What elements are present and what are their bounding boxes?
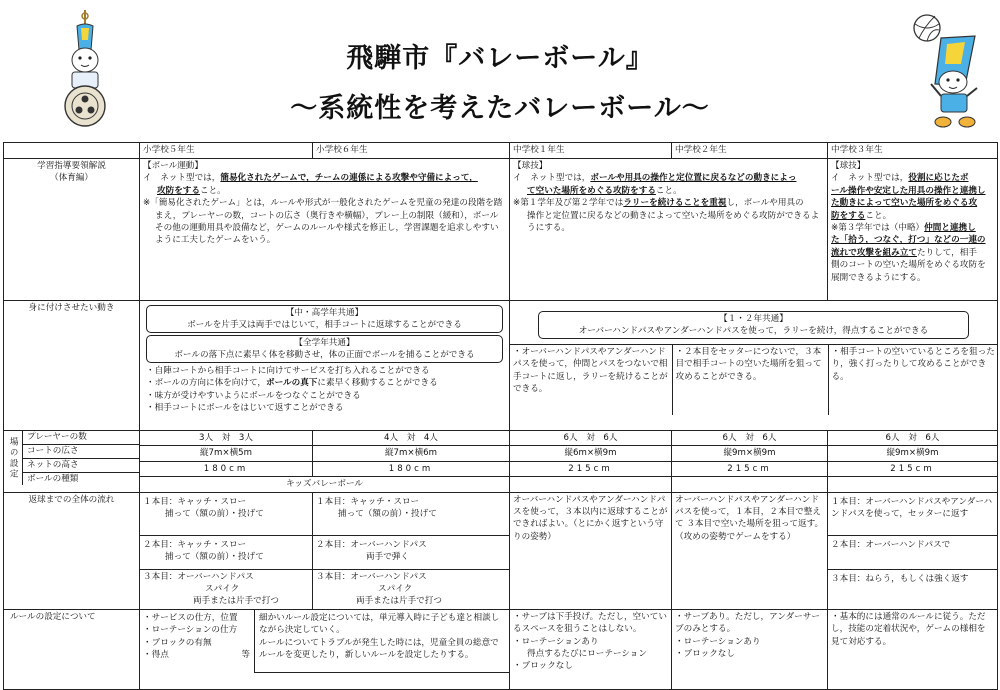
moves-jh3: ・相手コートの空いているところを狙ったり，強く打ったりして攻めることができる。 bbox=[828, 345, 998, 416]
venue-label: 場の設定 bbox=[8, 436, 19, 480]
ball-type: キッズバレーボール bbox=[140, 477, 510, 492]
grade-header: 小学校６年生 bbox=[313, 143, 510, 159]
row-header-moves: 身に付けさせたい動き bbox=[4, 301, 140, 431]
table-row bbox=[4, 609, 998, 689]
rules-j3: ・基本的には通常のルールに従う。ただし，技能の定着状況や，ゲームの様相を見て対応する。 bbox=[828, 609, 998, 689]
guideline-jh12: 【球技】 イ ネット型では，ボールや用具の操作と定位置に戻るなどの動きによっ て空いた場所をめぐる攻防をすること。 ※第１学年及び第２学年ではラリーを続けることを重視し，ボールや用具の 操作と定位置に戻るなどの動きによって空いた場所をめぐる攻防ができるようにする。 bbox=[510, 159, 828, 301]
flow-j1: オーバーハンドパスやアンダーハンドパスを使って，３本以内に返球することができればよい。（とにかく返すという守りの姿勢） bbox=[510, 492, 672, 609]
net-5: 180cm bbox=[140, 461, 313, 476]
players-5: 3人 対 3人 bbox=[140, 431, 313, 446]
table-row bbox=[4, 446, 998, 461]
common-box-all: 【全学年共通】 ボールの落下点に素早く体を移動させ，体の正面でボールを捕ることができる bbox=[146, 335, 503, 363]
venue-header: 場の設定 プレーヤーの数 コートの広さ ネットの高さ ボールの種類 bbox=[4, 431, 140, 493]
corner-cell bbox=[4, 143, 140, 159]
table-row bbox=[4, 492, 998, 609]
table-row bbox=[4, 301, 998, 431]
flow-5: １本目：キャッチ・スロー 捕って（額の前）・投げて ２本目：キャッチ・スロー 捕って（額の前）・投げて ３本目：オーバーハンドパス スパイク 両手または片手で打つ bbox=[140, 492, 313, 609]
players-j3: 6人 対 6人 bbox=[828, 431, 998, 446]
page-title: 飛騨市『バレーボール』 bbox=[346, 43, 654, 74]
row-header-guideline: 学習指導要領解説 （体育編） bbox=[4, 159, 140, 301]
rules-j1: ・サーブは下手投げ。ただし，空いているスペースを狙うことはしない。 ・ローテーションあり 得点するたびにローテーション ・ブロックなし bbox=[510, 609, 672, 689]
guideline-elementary: 【ボール運動】 イ ネット型では，簡易化されたゲームで，チームの連係による攻撃や守備によって， 攻防をすること。 ※「簡易化されたゲーム」とは，ルールや形式が一般化されたゲームを児童の発達の段階を踏まえ，プレーヤーの数，コートの広さ（奥行きや横幅），プレー上の制限（緩和），ボールその他の運動用具や設備など，ゲームのルールや様式を修正し，学習課題を追求しやすいように工夫したゲームをいう。 bbox=[140, 159, 510, 301]
net-j2: 215cm bbox=[672, 461, 828, 476]
grade-header: 小学校５年生 bbox=[140, 143, 313, 159]
players-j1: 6人 対 6人 bbox=[510, 431, 672, 446]
table-row bbox=[4, 159, 998, 301]
table-row bbox=[4, 477, 998, 492]
ball-empty bbox=[828, 477, 998, 492]
rules-elementary: ・サービスの仕方，位置 ・ローテーションの仕方 ・ブロックの有無 ・得点 等 細かいルール設定については，単元導入時に子ども達と相談しながら決定していく。 ルールについてトラブルが発生した時には，児童全員の総意でルールを変更したり，新しいルールを設定したりする。 bbox=[140, 609, 510, 689]
net-6: 180cm bbox=[313, 461, 510, 476]
flow-j2: オーバーハンドパスやアンダーハンドパスを使って，１本目，２本目で整えて ３本目で空いた場所を狙って返す。（攻めの姿勢でゲームをする） bbox=[672, 492, 828, 609]
common-box-mid-high: 【中・高学年共通】 ボールを片手又は両手ではじいて，相手コートに返球することができる bbox=[146, 305, 503, 333]
flow-6: １本目：キャッチ・スロー 捕って（額の前）・投げて ２本目：オーバーハンドパス 両手で弾く ３本目：オーバーハンドパス スパイク 両手または片手で打つ bbox=[313, 492, 510, 609]
right-mascot-illustration bbox=[905, 8, 993, 136]
court-6: 縦7m×横6m bbox=[313, 446, 510, 461]
curriculum-table bbox=[3, 142, 998, 690]
net-j1: 215cm bbox=[510, 461, 672, 476]
common-box-jh12: 【１・２年共通】 オーバーハンドパスやアンダーハンドパスを使って，ラリーを続け，得点することができる bbox=[538, 311, 969, 339]
table-row bbox=[4, 461, 998, 476]
flow-j3: １本目：オーバーハンドパスやアンダーハンドパスを使って，セッターに返す ２本目：オーバーハンドパスで ３本目：ねらう，もしくは強く返す bbox=[828, 492, 998, 609]
row-header-rules: ルールの設定について bbox=[4, 609, 140, 689]
moves-jh1: ・オーバーハンドパスやアンダーハンドパスを使って，仲間とパスをつないで相手コートに返し，ラリーを続けることができる。 bbox=[510, 345, 672, 416]
court-j1: 縦6m×横9m bbox=[510, 446, 672, 461]
page-subtitle: ～系統性を考えたバレーボール～ bbox=[290, 93, 710, 124]
court-5: 縦7m×横5m bbox=[140, 446, 313, 461]
table-row bbox=[4, 143, 998, 159]
table-row bbox=[4, 431, 998, 446]
left-mascot-illustration bbox=[55, 10, 115, 132]
moves-junior-high bbox=[510, 301, 998, 431]
players-6: 4人 対 4人 bbox=[313, 431, 510, 446]
moves-jh2: ・２本目をセッターにつないで，３本目で相手コートの空いた場所を狙って攻めることができる。 bbox=[672, 345, 828, 416]
players-j2: 6人 対 6人 bbox=[672, 431, 828, 446]
court-j2: 縦9m×横9m bbox=[672, 446, 828, 461]
net-j3: 215cm bbox=[828, 461, 998, 476]
grade-header: 中学校３年生 bbox=[828, 143, 998, 159]
ball-empty bbox=[510, 477, 672, 492]
court-j3: 縦9m×横9m bbox=[828, 446, 998, 461]
grade-header: 中学校１年生 bbox=[510, 143, 672, 159]
rules-j2: ・サーブあり。ただし，アンダーサーブのみとする。 ・ローテーションあり ・ブロックなし bbox=[672, 609, 828, 689]
grade-header: 中学校２年生 bbox=[672, 143, 828, 159]
moves-elementary: 【中・高学年共通】 ボールを片手又は両手ではじいて，相手コートに返球することができる 【全学年共通】 ボールの落下点に素早く体を移動させ，体の正面でボールを捕ることができる ・自陣コートから相手コートに向けてサービスを打ち入れることができる ・ボールの方向に体を向けて，ボールの真下に素早く移動することができる ・味方が受けやすいようにボールをつなぐことができる ・相手コートにボールをはじいて返すことができる bbox=[140, 301, 510, 431]
row-header-flow: 返球までの全体の流れ bbox=[4, 492, 140, 609]
ball-empty bbox=[672, 477, 828, 492]
guideline-jh3: 【球技】 イ ネット型では，役割に応じたボ ール操作や安定した用具の操作と連携し た動きによって空いた場所をめぐる攻 防をすること。 ※第３学年では（中略）仲間と連携し た「拾う，つなぐ，打つ」などの一連の 流れで攻撃を組み立てたりして，相手 側のコートの空いた場所をめぐる攻防を展開できるようにする。 bbox=[828, 159, 998, 301]
